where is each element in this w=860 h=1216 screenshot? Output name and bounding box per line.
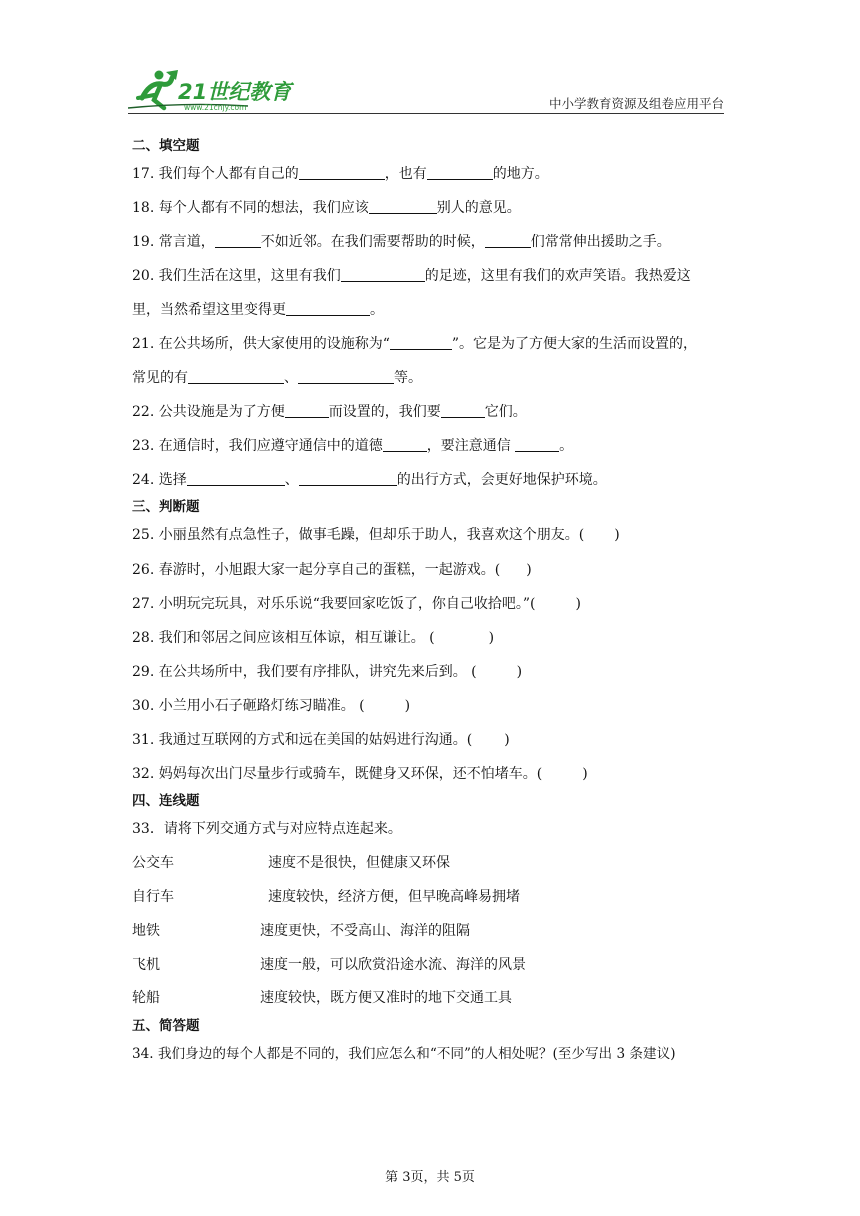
question-28: 28. 我们和邻居之间应该相互体谅，相互谦让。 ( ) [132, 630, 495, 646]
answer-blank [390, 334, 452, 350]
platform-name: 中小学教育资源及组卷应用平台 [548, 96, 724, 111]
question-33: 33．请将下列交通方式与对应特点连起来。 [132, 821, 402, 837]
answer-blank [299, 164, 385, 180]
question-17: 17. 我们每个人都有自己的 ，也有 的地方。 [132, 166, 549, 182]
answer-blank [485, 232, 531, 248]
match-right-item: 速度较快，既方便又准时的地下交通工具 [260, 990, 512, 1006]
section-matching: 四、连线题 [132, 793, 200, 809]
question-25: 25. 小丽虽然有点急性子，做事毛躁，但却乐于助人，我喜欢这个朋友。( ) [132, 527, 620, 543]
answer-blank [341, 266, 425, 282]
section-fill-in: 二、填空题 [132, 138, 200, 154]
answer-blank [441, 402, 485, 418]
answer-blank [187, 470, 285, 486]
answer-blank [427, 164, 493, 180]
match-left-item: 飞机 [132, 957, 160, 973]
answer-blank [383, 436, 427, 452]
match-right-item: 速度更快，不受高山、海洋的阻隔 [260, 923, 470, 939]
match-left-item: 自行车 [132, 889, 174, 905]
answer-blank [515, 436, 559, 452]
answer-blank [285, 402, 329, 418]
match-right-item: 速度一般，可以欣赏沿途水流、海洋的风景 [260, 957, 526, 973]
question-18: 18. 每个人都有不同的想法，我们应该 别人的意见。 [132, 200, 521, 216]
question-34: 34. 我们身边的每个人都是不同的，我们应怎么和“不同”的人相处呢？(至少写出 3 条建议) [132, 1046, 676, 1062]
answer-blank [188, 368, 284, 384]
match-left-item: 地铁 [132, 923, 160, 939]
page-footer: 第 3页，共 5页 [385, 1170, 475, 1185]
logo-url: www.21cnjy.com [184, 103, 247, 112]
question-23: 23. 在通信时，我们应遵守通信中的道德 ，要注意通信 。 [132, 438, 574, 454]
question-29: 29. 在公共场所中，我们要有序排队，讲究先来后到。 ( ) [132, 664, 523, 680]
answer-blank [286, 300, 370, 316]
question-20-line-1: 20. 我们生活在这里，这里有我们 的足迹，这里有我们的欢声笑语。我热爱这 [132, 268, 691, 284]
answer-blank [299, 470, 397, 486]
question-22: 22. 公共设施是为了方便 而设置的，我们要 它们。 [132, 404, 527, 420]
question-24: 24. 选择 、 的出行方式，会更好地保护环境。 [132, 472, 607, 488]
section-short-answer: 五、简答题 [132, 1018, 200, 1034]
answer-blank [298, 368, 394, 384]
question-19: 19. 常言道， 不如近邻。在我们需要帮助的时候， 们常常伸出援助之手。 [132, 234, 671, 250]
match-right-item: 速度不是很快，但健康又环保 [268, 855, 450, 871]
question-21-line-2: 常见的有 、 等。 [132, 370, 422, 386]
question-31: 31. 我通过互联网的方式和远在美国的姑妈进行沟通。( ) [132, 732, 510, 748]
answer-blank [215, 232, 261, 248]
question-20-line-2: 里，当然希望这里变得更 。 [132, 302, 384, 318]
question-27: 27. 小明玩完玩具，对乐乐说“我要回家吃饭了，你自己收拾吧。”( ) [132, 596, 581, 612]
section-true-false: 三、判断题 [132, 499, 200, 515]
question-21-line-1: 21. 在公共场所，供大家使用的设施称为“ ”。它是为了方便大家的生活而设置的， [132, 336, 698, 352]
21cnjy-logo [128, 68, 298, 112]
match-left-item: 轮船 [132, 990, 160, 1006]
header-rule [128, 113, 724, 114]
answer-blank [369, 198, 437, 214]
question-26: 26. 春游时，小旭跟大家一起分享自己的蛋糕，一起游戏。( ) [132, 562, 532, 578]
question-32: 32. 妈妈每次出门尽量步行或骑车，既健身又环保，还不怕堵车。( ) [132, 766, 588, 782]
page-header [128, 62, 724, 114]
logo-title: 21世纪教育 [178, 80, 292, 104]
match-right-item: 速度较快，经济方便，但早晚高峰易拥堵 [268, 889, 520, 905]
question-30: 30. 小兰用小石子砸路灯练习瞄准。 ( ) [132, 698, 411, 714]
match-left-item: 公交车 [132, 855, 174, 871]
